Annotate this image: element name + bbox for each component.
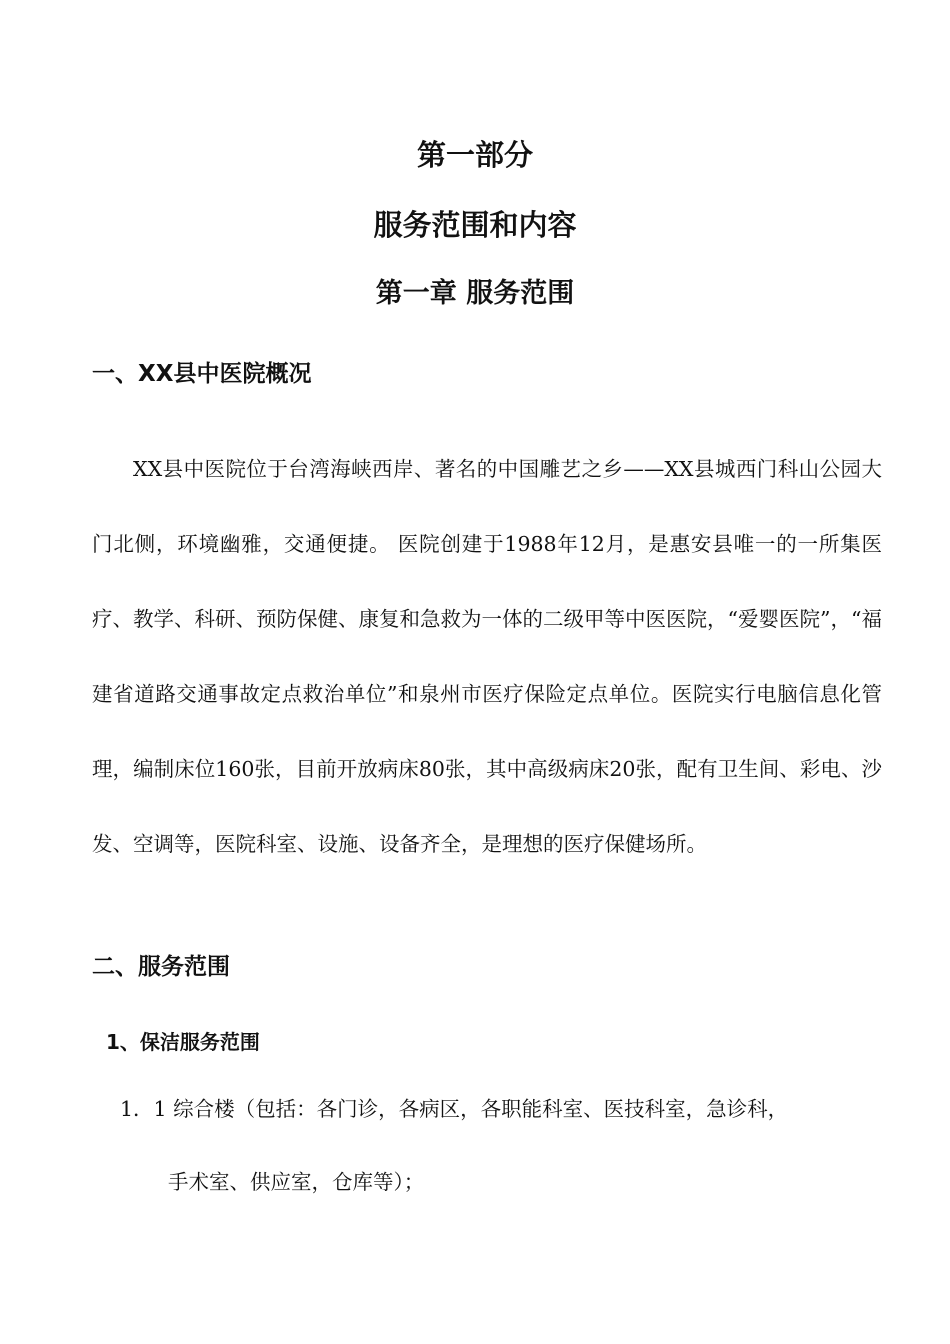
subheading-cleaning-scope: 1、保洁服务范围 [106,1030,260,1054]
scope-item-line-1: 1．1 综合楼（包括：各门诊，各病区，各职能科室、医技科室，急诊科， [120,1097,789,1121]
section-heading-service-scope: 二、服务范围 [92,954,230,980]
section-heading-overview: 一、XX县中医院概况 [92,361,312,387]
overview-paragraph: XX县中医院位于台湾海峡西岸、著名的中国雕艺之乡——XX县城西门科山公园大门北侧，环境幽雅，交通便捷。 医院创建于1988年12月，是惠安县唯一的一所集医疗、教学、科研、预防保健、康复和急救为一体的二级甲等中医医院，“爱婴医院”，“福建省道路交通事故定点救治单位”和泉州市医疗保险定点单位。医院实行电脑信息化管理，编制床位160张，目前开放病床80张，其中高级病床20张，配有卫生间、彩电、沙发、空调等，医院科室、设施、设备齐全，是理想的医疗保健场所。 [92,457,882,856]
chapter-title: 第一章 服务范围 [375,278,575,309]
part-title: 第一部分 [416,138,533,172]
part-subtitle: 服务范围和内容 [373,208,577,242]
scope-item-line-2: 手术室、供应室，仓库等）； [168,1170,425,1194]
